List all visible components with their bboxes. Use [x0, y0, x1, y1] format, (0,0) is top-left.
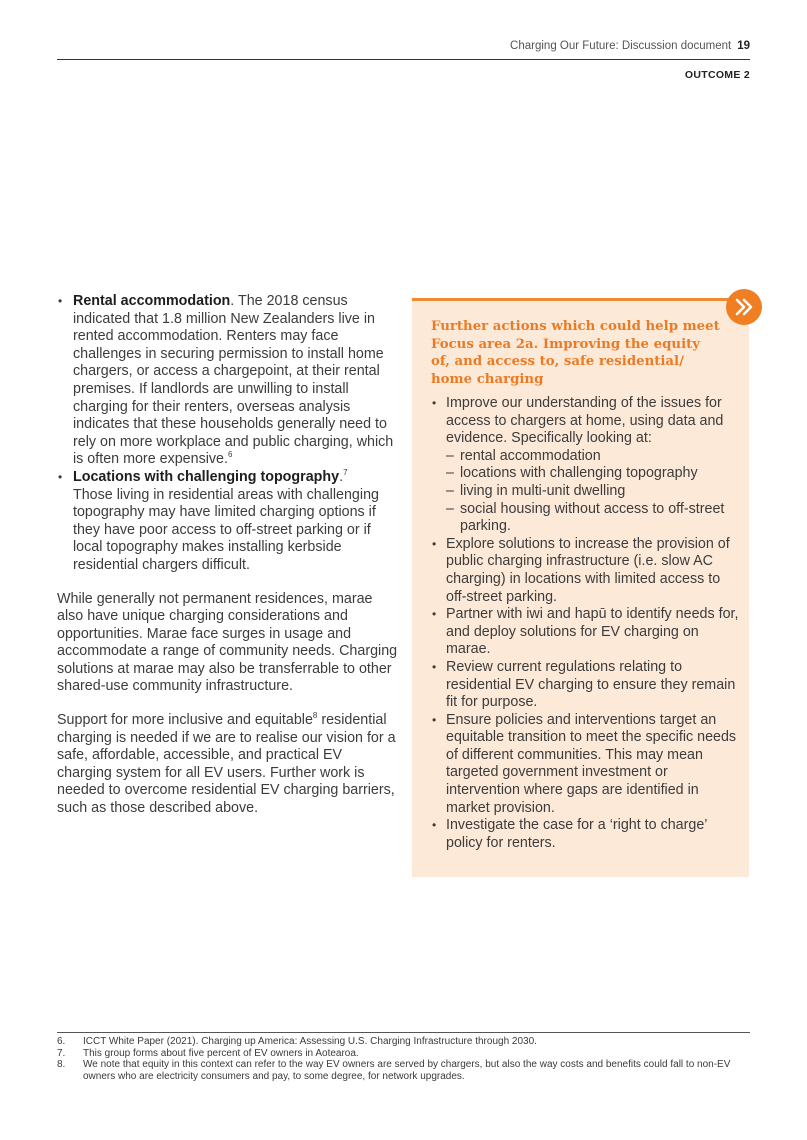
footnote-ref: 7: [343, 468, 348, 478]
document-title: Charging Our Future: Discussion document: [510, 40, 732, 52]
footnote-ref: 8: [312, 711, 318, 721]
footnote-number: 8.: [57, 1059, 66, 1070]
list-item: • Partner with iwi and hapū to identify needs for, and deploy solutions for EV charging on marae.: [432, 606, 744, 659]
footnote-ref: 6: [227, 450, 233, 460]
bullet-title: Rental accommodation: [73, 293, 231, 309]
bullet-separator: .: [339, 468, 344, 485]
double-chevron-right-icon: [726, 289, 762, 325]
footnote: [57, 1059, 750, 1082]
bullet-text: Those living in residential areas with challenging topography may have limited charging options if they have poor access to off-street parking or if local topography makes installing kerbside residential chargers difficult.: [73, 486, 379, 573]
footnote-number: 7.: [57, 1047, 66, 1059]
section-label: OUTCOME 2: [684, 69, 750, 81]
marae-paragraph: While generally not permanent residences, marae also have unique charging considerations and opportunities. Marae face surges in usage and accommodate a range of community needs. Charging solutions at marae may also be transferrable to other shared-use community infrastructure.: [57, 590, 398, 695]
box-accent-line: [412, 298, 730, 301]
footnote-number: 6.: [57, 1036, 66, 1047]
footnote-text: This group forms about five percent of EV owners in Aotearoa.: [83, 1047, 359, 1059]
footnote: [57, 1036, 750, 1048]
page-number: 19: [737, 40, 750, 52]
support-paragraph: [57, 712, 400, 818]
running-header: [510, 40, 750, 52]
left-column: [57, 293, 400, 818]
paragraph-text: residential charging is needed if we are to realise our vision for a safe, affordable, accessible, and practical EV charging system for all EV users. Further work is needed to overcome residential EV charging barriers, such as those described above.: [57, 712, 396, 817]
list-item: • Ensure policies and interventions target an equitable transition to meet the specific needs of different communities. This may mean targeted government investment or intervention where gaps are identified in market provision.: [432, 712, 744, 818]
footnotes: [57, 1036, 750, 1082]
list-item: [57, 293, 400, 469]
list-item: • Explore solutions to increase the provision of public charging infrastructure (i.e. slow AC charging) in locations with limited access to off-street parking.: [432, 536, 744, 606]
box-title: Further actions which could help meet Focus area 2a. Improving the equity of, and access to, safe residential/ home charging: [431, 319, 720, 387]
actions-list: [432, 395, 744, 852]
header-divider: [57, 59, 750, 60]
footnote: [57, 1048, 750, 1060]
paragraph-text: Support for more inclusive and equitable: [57, 712, 313, 729]
list-item: • Review current regulations relating to residential EV charging to ensure they remain fit for purpose.: [432, 659, 744, 712]
list-item: [57, 469, 400, 575]
footnote-text: We note that equity in this context can refer to the way EV owners are served by chargers, but also the way costs and benefits could fall to non-EV owners who are electricity consumers and pay, to some degree, for network upgrades.: [83, 1059, 731, 1082]
barrier-list: [57, 293, 400, 575]
sub-item: – rental accommodation: [446, 448, 744, 466]
sub-item: – locations with challenging topography: [446, 465, 744, 483]
list-item: [432, 395, 744, 536]
footnote-divider: [57, 1032, 750, 1033]
bullet-title: Locations with challenging topography: [73, 468, 340, 485]
sub-item: – social housing without access to off-street parking.: [446, 501, 744, 536]
list-item: • Investigate the case for a ‘right to charge’ policy for renters.: [432, 817, 744, 852]
action-text: Improve our understanding of the issues for access to chargers at home, using data and evidence. Specifically looking at:: [446, 395, 724, 447]
sub-item: – living in multi-unit dwelling: [446, 483, 744, 501]
bullet-text: . The 2018 census indicated that 1.8 million New Zealanders live in rented accommodation. Renters may face challenges in securing permission to install home chargers, or access a chargepoint, at their rental premises. If landlords are unwilling to install charging for their renters, overseas analysis indicates that these households generally need to rely on more workplace and public charging, which is often more expensive.: [73, 293, 394, 468]
footnote-text: ICCT White Paper (2021). Charging up America: Assessing U.S. Charging Infrastructure through 2030.: [83, 1036, 537, 1047]
sub-list: [446, 448, 744, 536]
further-actions-box: [412, 298, 749, 877]
